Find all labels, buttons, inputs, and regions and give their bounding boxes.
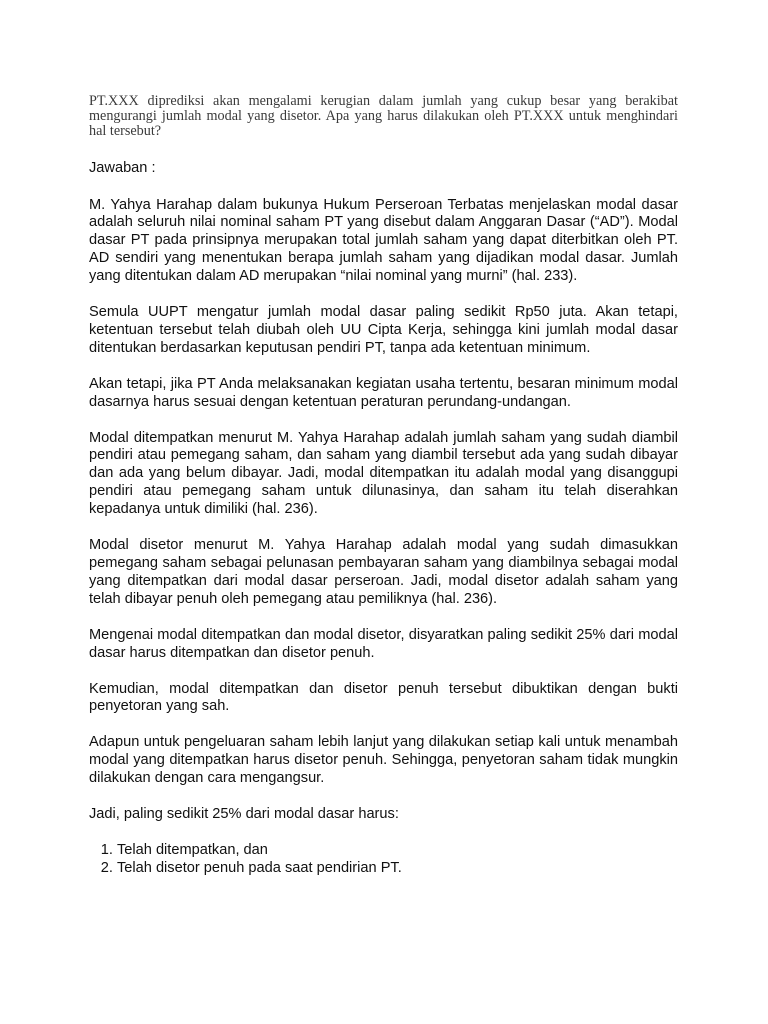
paragraph-usaha-tertentu: Akan tetapi, jika PT Anda melaksanakan kegiatan usaha tertentu, besaran minimum modal dasarnya harus sesuai dengan ketentuan peraturan perundang-undangan. — [89, 375, 678, 410]
question-text: PT.XXX diprediksi akan mengalami kerugian dalam jumlah yang cukup besar yang berakibat mengurangi jumlah modal yang disetor. Apa yang harus dilakukan oleh PT.XXX untuk menghindari hal tersebut? — [89, 93, 678, 140]
paragraph-uupt: Semula UUPT mengatur jumlah modal dasar paling sedikit Rp50 juta. Akan tetapi, ketentuan tersebut telah diubah oleh UU Cipta Kerja, sehingga kini jumlah modal dasar ditentukan berdasarkan keputusan pendiri PT, tanpa ada ketentuan minimum. — [89, 304, 678, 356]
list-item: 2. Telah disetor penuh pada saat pendirian PT. — [117, 860, 678, 878]
list-item: 1. Telah ditempatkan, dan — [117, 842, 678, 860]
paragraph-modal-ditempatkan: Modal ditempatkan menurut M. Yahya Harahap adalah jumlah saham yang sudah diambil pendiri atau pemegang saham, dan saham yang diambil tersebut ada yang sudah dibayar dan ada yang belum dibayar. Jadi, modal ditempatkan itu adalah modal yang disanggupi pendiri atau pemegang saham untuk dilunasinya, dan saham itu telah diserahkan kepadanya untuk dimiliki (hal. 236). — [89, 429, 678, 518]
paragraph-modal-disetor: Modal disetor menurut M. Yahya Harahap adalah modal yang sudah dimasukkan pemegang saham sebagai pelunasan pembayaran saham yang diambilnya sebagai modal yang ditempatkan dari modal dasar perseroan. Jadi, modal disetor adalah saham yang telah dibayar penuh oleh pemegang atau pemiliknya (hal. 236). — [89, 537, 678, 607]
requirements-list — [89, 842, 678, 878]
paragraph-modal-dasar: M. Yahya Harahap dalam bukunya Hukum Perseroan Terbatas menjelaskan modal dasar adalah seluruh nilai nominal saham PT yang disebut dalam Anggaran Dasar (“AD”). Modal dasar PT pada prinsipnya merupakan total jumlah saham yang dapat diterbitkan oleh PT. AD sendiri yang menentukan berapa jumlah saham yang dijadikan modal dasar. Jumlah yang ditentukan dalam AD merupakan “nilai nominal yang murni” (hal. 233). — [89, 196, 678, 285]
paragraph-syarat-25-persen: Mengenai modal ditempatkan dan modal disetor, disyaratkan paling sedikit 25% dari modal dasar harus ditempatkan dan disetor penuh. — [89, 626, 678, 661]
paragraph-kesimpulan: Jadi, paling sedikit 25% dari modal dasar harus: — [89, 806, 399, 823]
document-page — [89, 94, 678, 878]
paragraph-bukti-penyetoran: Kemudian, modal ditempatkan dan disetor penuh tersebut dibuktikan dengan bukti penyetoran yang sah. — [89, 680, 678, 715]
paragraph-pengeluaran-saham: Adapun untuk pengeluaran saham lebih lanjut yang dilakukan setiap kali untuk menambah modal yang ditempatkan harus disetor penuh. Sehingga, penyetoran saham tidak mungkin dilakukan dengan cara mengangsur. — [89, 734, 678, 787]
answer-label: Jawaban : — [89, 159, 156, 176]
